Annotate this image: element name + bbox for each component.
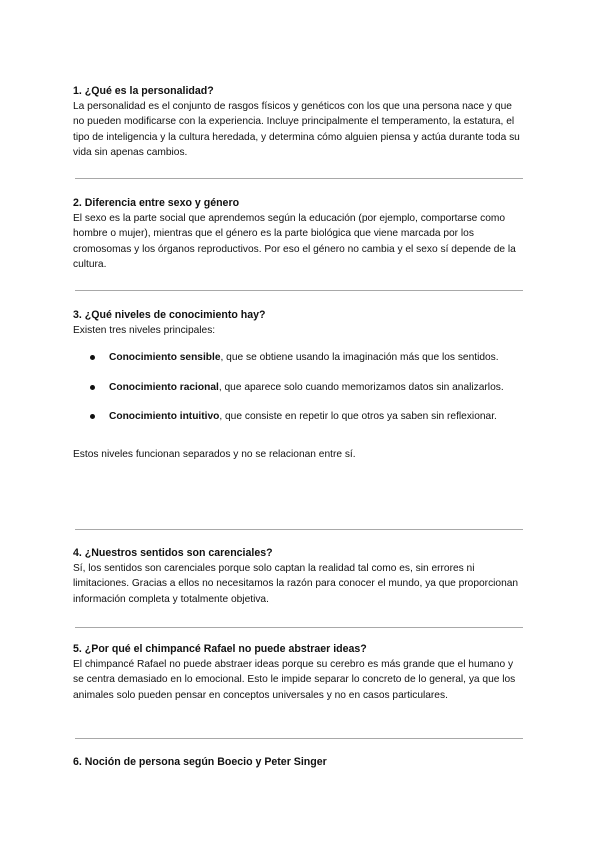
divider — [75, 529, 523, 530]
section-sexo-genero — [73, 196, 525, 272]
list-item — [73, 350, 525, 365]
bullet-icon — [90, 385, 95, 390]
item-text: , que se obtiene usando la imaginación más que los sentidos. — [220, 352, 499, 364]
item-term: Conocimiento sensible — [109, 352, 221, 364]
bullet-icon — [90, 414, 95, 419]
divider — [75, 738, 523, 739]
section-personalidad — [73, 84, 525, 160]
item-text: , que aparece solo cuando memorizamos datos sin analizarlos. — [218, 381, 504, 393]
list-item — [73, 409, 525, 424]
knowledge-levels-list — [73, 350, 525, 424]
section-heading: 2. Diferencia entre sexo y género — [73, 197, 240, 209]
section-heading: 4. ¿Nuestros sentidos son carenciales? — [73, 547, 273, 559]
divider — [75, 290, 523, 291]
section-body: El chimpancé Rafael no puede abstraer ideas porque su cerebro es más grande que el humano y se centra demasiado en lo emocional. Esto le impide separar lo concreto de lo general, ya que los animales solo pueden pensar en conceptos universales y no en casos particulares. — [73, 659, 516, 701]
bullet-icon — [90, 355, 95, 360]
section-closing: Estos niveles funcionan separados y no se relacionan entre sí. — [73, 449, 356, 461]
section-heading: 6. Noción de persona según Boecio y Peter Singer — [73, 756, 327, 768]
section-sentidos — [73, 546, 525, 607]
section-heading: 5. ¿Por qué el chimpancé Rafael no puede abstraer ideas? — [73, 643, 367, 655]
section-body: La personalidad es el conjunto de rasgos físicos y genéticos con los que una persona nace y que no pueden modificarse con la experiencia. Incluye principalmente el temperamento, la estatura, el tipo de inteligencia y la cultura heredada, y determina cómo alguien piensa y actúa durante toda su vida sin apenas cambios. — [73, 101, 520, 158]
item-term: Conocimiento intuitivo — [109, 410, 220, 422]
section-body: Sí, los sentidos son carenciales porque solo captan la realidad tal como es, sin errores ni limitaciones. Gracias a ellos no necesitamos la razón para conocer el mundo, ya que proporcionan información completa y totalmente objetiva. — [73, 563, 519, 605]
section-intro: Existen tres niveles principales: — [73, 325, 216, 336]
divider — [75, 627, 523, 628]
divider — [75, 178, 523, 179]
section-heading: 3. ¿Qué niveles de conocimiento hay? — [73, 309, 266, 321]
section-body: El sexo es la parte social que aprendemos según la educación (por ejemplo, comportarse como hombre o mujer), mientras que el género es la parte biológica que viene marcada por los cromosomas y los órganos reproductivos. Por eso el género no cambia y el sexo sí depende de la cultura. — [73, 213, 516, 270]
section-niveles-conocimiento — [73, 308, 525, 462]
section-heading: 1. ¿Qué es la personalidad? — [73, 85, 214, 97]
list-item — [73, 380, 525, 395]
section-chimpance-rafael — [73, 642, 525, 703]
item-term: Conocimiento racional — [109, 381, 219, 393]
item-text: , que consiste en repetir lo que otros ya saben sin reflexionar. — [219, 410, 497, 422]
section-nocion-persona — [73, 755, 525, 770]
